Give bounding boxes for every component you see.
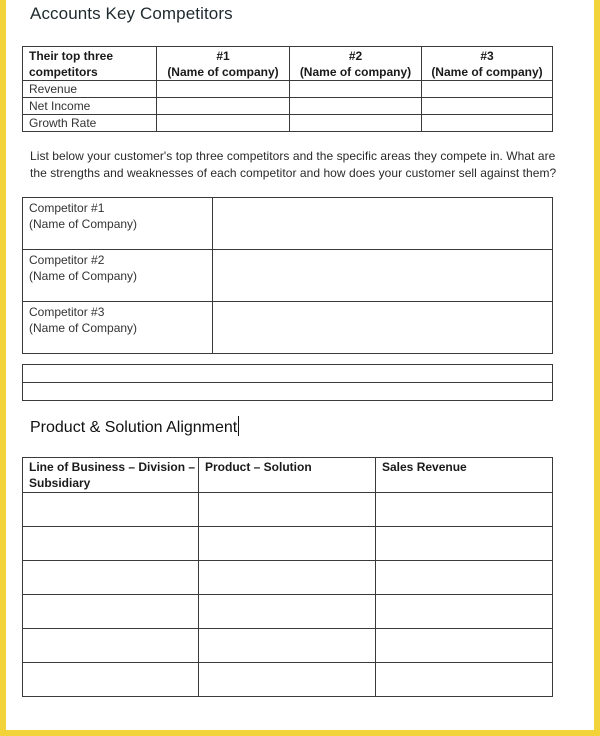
header-line-of-business: Line of Business – Division – Subsidiary — [23, 458, 199, 493]
table-cell[interactable] — [376, 595, 553, 629]
table-cell[interactable] — [157, 98, 290, 115]
col2-number: #2 — [348, 48, 363, 63]
table-header-col3 — [422, 47, 553, 81]
table-row — [23, 198, 553, 250]
col2-sub: (Name of company) — [299, 64, 412, 79]
section-title-alignment-text: Product & Solution Alignment — [30, 419, 238, 436]
table-row — [23, 98, 553, 115]
table-cell[interactable] — [422, 98, 553, 115]
table-cell[interactable] — [376, 629, 553, 663]
table-row — [23, 81, 553, 98]
table-row — [23, 302, 553, 354]
table-cell[interactable] — [376, 663, 553, 697]
row-label-revenue: Revenue — [23, 81, 157, 98]
table-cell[interactable] — [199, 561, 376, 595]
alignment-table — [22, 457, 553, 697]
competitor-1-label — [23, 198, 213, 250]
table-row — [23, 250, 553, 302]
table-cell[interactable] — [157, 115, 290, 132]
table-row — [23, 383, 553, 401]
table-cell[interactable] — [376, 561, 553, 595]
table-cell[interactable] — [23, 595, 199, 629]
competitor-1-sub: (Name of Company) — [29, 217, 138, 231]
table-cell[interactable] — [23, 663, 199, 697]
competitor-2-name: Competitor #2 — [29, 253, 105, 267]
competitor-3-notes[interactable] — [213, 302, 553, 354]
competitor-2-sub: (Name of Company) — [29, 269, 138, 283]
table-row — [23, 365, 553, 383]
section-title-alignment — [30, 416, 239, 437]
table-cell[interactable] — [23, 561, 199, 595]
table-cell[interactable] — [199, 629, 376, 663]
competitor-1-notes[interactable] — [213, 198, 553, 250]
table-cell[interactable] — [422, 115, 553, 132]
table-header-competitors: Their top three competitors — [23, 47, 157, 81]
table-cell[interactable] — [23, 493, 199, 527]
table-row — [23, 595, 553, 629]
competitor-1-name: Competitor #1 — [29, 201, 105, 215]
table-row — [23, 663, 553, 697]
competitor-2-label — [23, 250, 213, 302]
document-page — [6, 0, 594, 730]
table-cell[interactable] — [422, 81, 553, 98]
table-row — [23, 629, 553, 663]
competitor-3-name: Competitor #3 — [29, 305, 105, 319]
table-cell[interactable] — [290, 98, 422, 115]
table-row — [23, 561, 553, 595]
table-cell[interactable] — [376, 493, 553, 527]
col1-sub: (Name of company) — [167, 64, 279, 79]
col1-number: #1 — [216, 48, 230, 63]
row-label-net-income: Net Income — [23, 98, 157, 115]
blank-row-cell[interactable] — [23, 365, 553, 383]
competitors-table — [22, 46, 553, 132]
table-cell[interactable] — [199, 663, 376, 697]
section-title-competitors: Accounts Key Competitors — [30, 4, 233, 23]
table-row — [23, 115, 553, 132]
competitor-3-sub: (Name of Company) — [29, 321, 138, 335]
table-cell[interactable] — [199, 527, 376, 561]
col3-number: #3 — [480, 48, 494, 63]
table-cell[interactable] — [23, 527, 199, 561]
table-cell[interactable] — [376, 527, 553, 561]
table-row — [23, 527, 553, 561]
blank-rows-table — [22, 364, 553, 401]
competitor-2-notes[interactable] — [213, 250, 553, 302]
table-cell[interactable] — [157, 81, 290, 98]
competitor-3-label — [23, 302, 213, 354]
blank-row-cell[interactable] — [23, 383, 553, 401]
table-header-col2 — [290, 47, 422, 81]
instructions-paragraph: List below your customer's top three competitors and the specific areas they compete in. What are the strengths and weaknesses of each competitor and how does your customer sell against them? — [30, 149, 557, 180]
table-header-col1 — [157, 47, 290, 81]
row-label-growth-rate: Growth Rate — [23, 115, 157, 132]
competitor-details-table — [22, 197, 553, 354]
table-cell[interactable] — [199, 493, 376, 527]
table-row — [23, 493, 553, 527]
header-sales-revenue: Sales Revenue — [376, 458, 553, 493]
table-cell[interactable] — [290, 115, 422, 132]
table-cell[interactable] — [23, 629, 199, 663]
header-product-solution: Product – Solution — [199, 458, 376, 493]
text-cursor — [238, 416, 239, 436]
col3-sub: (Name of company) — [431, 64, 543, 79]
table-cell[interactable] — [290, 81, 422, 98]
table-cell[interactable] — [199, 595, 376, 629]
